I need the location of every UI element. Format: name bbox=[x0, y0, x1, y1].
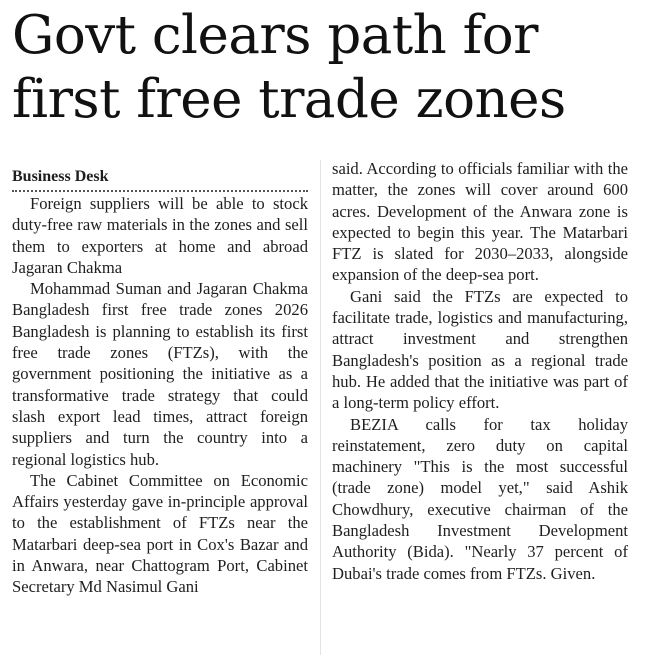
paragraph-bezia: BEZIA calls for tax holiday reinstatement, zero duty on capital machinery "This is the most successful (trade zone) model yet," said Ashik Chowdhury, executive chairman of the Bangladesh Investment Development Authority (Bida). "Nearly 37 percent of Dubai's trade comes from FTZs. Given. bbox=[332, 414, 628, 583]
paragraph-cabinet-approval: The Cabinet Committee on Economic Affairs yesterday gave in-principle approval to the establishment of FTZs near the Matarbari deep-sea port in Cox's Bazar and in Anwara, near Chattogram Port, Cabinet Secretary Md Nasimul Gani bbox=[12, 470, 308, 597]
article-column-right bbox=[332, 158, 628, 584]
byline: Business Desk bbox=[12, 167, 308, 192]
article-headline bbox=[12, 4, 642, 132]
paragraph-gani-quote: Gani said the FTZs are expected to facilitate trade, logistics and manufacturing, attract investment and strengthen Bangladesh's position as a regional trade hub. He added that the initiative was part of a long-term policy effort. bbox=[332, 286, 628, 413]
headline-line-1: Govt clears path for bbox=[12, 5, 538, 66]
paragraph-intro: Foreign suppliers will be able to stock duty-free raw materials in the zones and sell them to exporters at home and abroad Jagaran Chakma bbox=[12, 194, 308, 277]
article-column-left bbox=[12, 163, 308, 598]
paragraph-ftz-plan: Mohammad Suman and Jagaran Chakma Bangladesh first free trade zones 2026 Bangladesh is planning to establish its first free trade zones (FTZs), with the government positioning the initiative as a transformative trade strategy that could slash export lead times, attract foreign suppliers and turn the country into a regional logistics hub. bbox=[12, 279, 308, 469]
headline-line-2: first free trade zones bbox=[12, 69, 566, 130]
paragraph-continuation: said. According to officials familiar with the matter, the zones will cover around 600 acres. Development of the Anwara zone is expected to begin this year. The Matarbari FTZ is slated for 2030–2033, alongside expansion of the deep-sea port. bbox=[332, 159, 628, 285]
column-divider bbox=[320, 160, 321, 655]
